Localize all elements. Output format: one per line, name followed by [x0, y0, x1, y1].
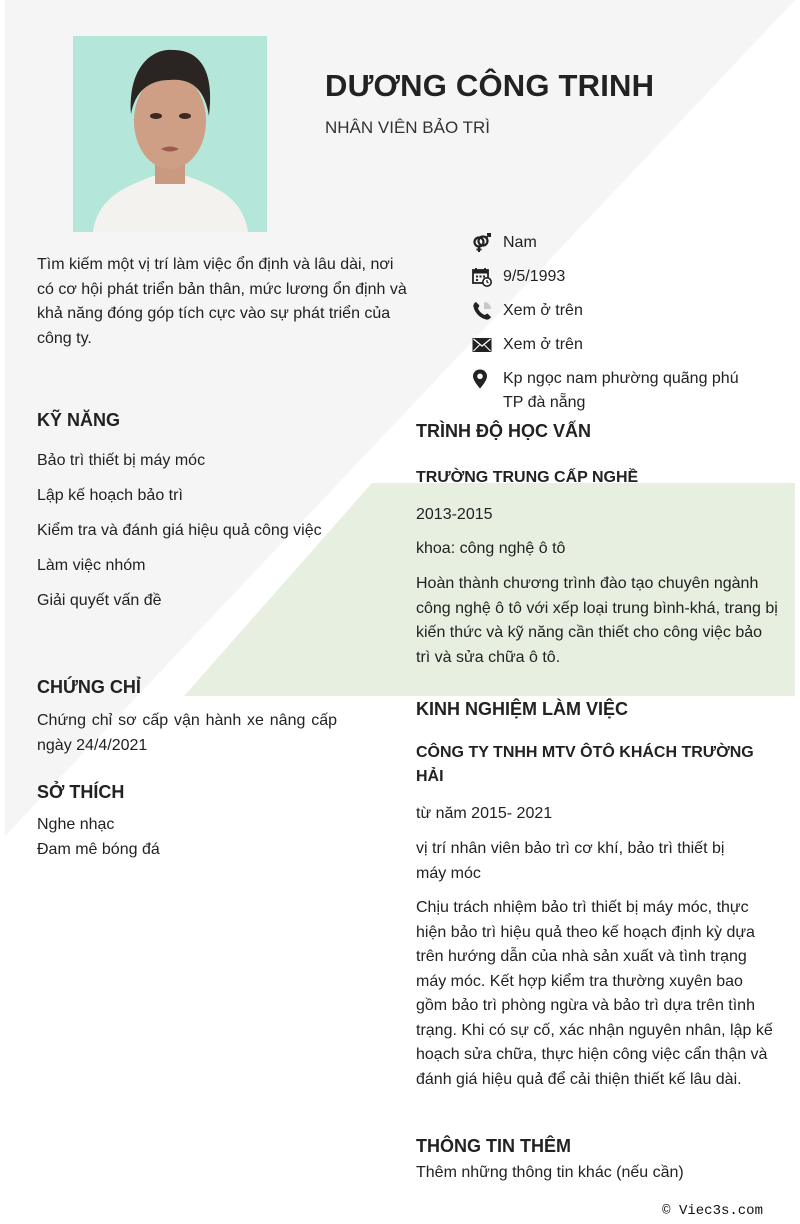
email-value: Xem ở trên	[503, 336, 583, 353]
skill-item: Kiểm tra và đánh giá hiệu quả công việc	[37, 522, 322, 539]
contact-address	[472, 367, 772, 415]
skill-item: Bảo trì thiết bị máy móc	[37, 452, 206, 469]
skill-item: Làm việc nhóm	[37, 557, 146, 574]
education-school: TRƯỜNG TRUNG CẤP NGHỀ	[416, 469, 639, 486]
skill-item: Lập kế hoạch bảo trì	[37, 487, 183, 504]
person-portrait-icon	[73, 36, 267, 232]
contact-birthdate	[472, 265, 772, 289]
phone-value: Xem ở trên	[503, 302, 583, 319]
education-major: khoa: công nghệ ô tô	[416, 540, 566, 557]
additional-info-text: Thêm những thông tin khác (nếu cần)	[416, 1164, 684, 1181]
copyright-footer: © Viec3s.com	[662, 1203, 763, 1219]
location-pin-icon	[472, 367, 494, 391]
education-heading: TRÌNH ĐỘ HỌC VẤN	[416, 421, 591, 441]
contact-email	[472, 333, 772, 357]
profile-photo	[73, 36, 267, 232]
contact-info	[472, 231, 772, 425]
certificates-heading: CHỨNG CHỈ	[37, 677, 141, 697]
hobby-item: Đam mê bóng đá	[37, 840, 160, 858]
education-period: 2013-2015	[416, 506, 493, 523]
email-icon	[472, 333, 494, 357]
gender-value: Nam	[503, 234, 537, 251]
experience-period: từ năm 2015- 2021	[416, 805, 553, 822]
gender-icon	[472, 231, 494, 255]
job-title: NHÂN VIÊN BẢO TRÌ	[325, 118, 490, 137]
birthdate-value: 9/5/1993	[503, 268, 566, 285]
career-objective: Tìm kiếm một vị trí làm việc ổn định và lâu dài, nơi có cơ hội phát triển bản thân, mức lương ổn định và khả năng đóng góp tích cực vào sự phát triển của công ty.	[37, 256, 407, 347]
contact-phone	[472, 299, 772, 323]
phone-icon	[472, 299, 494, 323]
certificate-item: Chứng chỉ sơ cấp vận hành xe nâng cấp ngày 24/4/2021	[37, 712, 337, 754]
candidate-name: DƯƠNG CÔNG TRINH	[325, 68, 655, 103]
skills-heading: KỸ NĂNG	[37, 410, 121, 430]
experience-description: Chịu trách nhiệm bảo trì thiết bị máy móc, thực hiện bảo trì hiệu quả theo kế hoạch định kỳ dựa trên hướng dẫn của nhà sản xuất và tình trạng máy móc. Kết hợp kiểm tra thường xuyên bao gồm bảo trì phòng ngừa và bảo trì dựa trên tình trạng. Khi có sự cố, xác nhận nguyên nhân, lập kế hoạch sửa chữa, thực hiện công việc cẩn thận và đánh giá hiệu quả để cải thiện thiết kế lâu dài.	[416, 899, 773, 1088]
calendar-icon	[472, 265, 494, 289]
contact-gender	[472, 231, 772, 255]
skills-list	[37, 449, 337, 624]
hobbies-list	[37, 813, 160, 862]
address-value: Kp ngọc nam phường quãng phú TP đà nẵng	[503, 370, 739, 411]
experience-position: vị trí nhân viên bảo trì cơ khí, bảo trì thiết bị máy móc	[416, 840, 725, 882]
experience-company: CÔNG TY TNHH MTV ÔTÔ KHÁCH TRƯỜNG HẢI	[416, 744, 754, 785]
additional-info-heading: THÔNG TIN THÊM	[416, 1136, 571, 1156]
education-description: Hoàn thành chương trình đào tạo chuyên ngành công nghệ ô tô với xếp loại trung bình-khá, trang bị kiến thức và kỹ năng cần thiết cho công việc bảo trì và sửa chữa ô tô.	[416, 575, 778, 666]
hobbies-heading: SỞ THÍCH	[37, 782, 125, 802]
skill-item: Giải quyết vấn đề	[37, 592, 162, 609]
hobby-item: Nghe nhạc	[37, 816, 115, 833]
experience-heading: KINH NGHIỆM LÀM VIỆC	[416, 699, 629, 719]
